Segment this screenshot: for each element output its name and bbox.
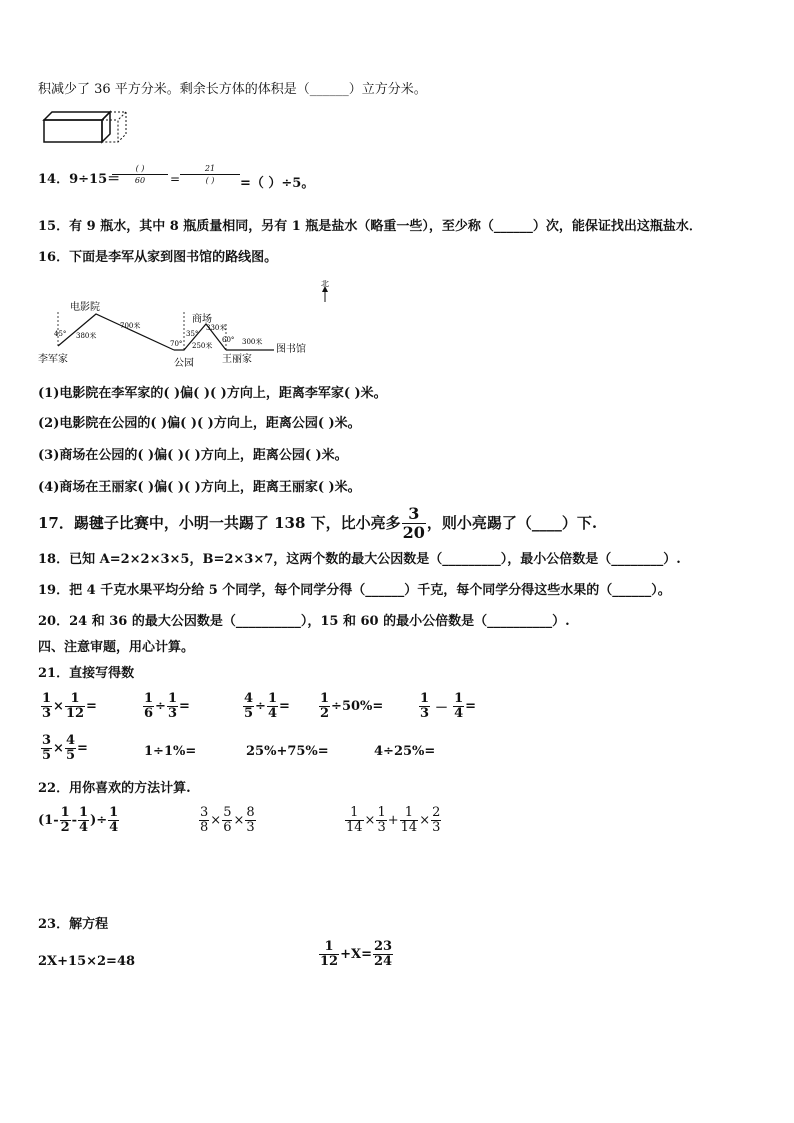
frac: $\frac{3}{8}$ xyxy=(200,805,209,835)
q22-expr1 xyxy=(38,806,120,835)
op: + xyxy=(387,813,399,828)
q23-title: 23．解方程 xyxy=(38,917,109,932)
op: × xyxy=(364,813,376,828)
frac: $\frac{1}{3}$ xyxy=(167,691,177,721)
q14 xyxy=(38,172,120,188)
dist-380: 380米 xyxy=(76,332,97,340)
op: × xyxy=(419,813,431,828)
q23-eq2 xyxy=(318,940,394,969)
frac: $\frac{1}{12}$ xyxy=(65,691,85,721)
q21-r1-3 xyxy=(242,692,290,721)
q14-tail: =（ ）÷5。 xyxy=(240,176,315,191)
park-label: 公园 xyxy=(174,358,194,369)
frac: $\frac{1}{14}$ xyxy=(346,805,363,835)
cinema-label: 电影院 xyxy=(70,302,100,313)
op: － xyxy=(435,701,449,716)
q14-f1-den: 60 xyxy=(134,176,146,185)
q17-den: 20 xyxy=(402,522,425,542)
op: ÷ xyxy=(155,699,166,714)
q16-sub4: (4)商场在王丽家( )偏( )( )方向上，距离王丽家( )米。 xyxy=(38,480,361,495)
q22-expr2 xyxy=(198,806,257,835)
q14-frac1 xyxy=(112,163,168,186)
q20: 20．24 和 36 的最大公因数是（__________），15 和 60 的最小公倍数是（__________）. xyxy=(38,614,570,629)
dist-330: 330米 xyxy=(206,324,227,332)
dist-250: 250米 xyxy=(192,342,213,350)
frac: $\frac{2}{3}$ xyxy=(432,805,441,835)
op: +X= xyxy=(340,947,372,962)
q21-r2-2: 1÷1%= xyxy=(144,744,197,759)
op: ÷ xyxy=(255,699,266,714)
q17-lead: 17．踢毽子比赛中，小明一共踢了 138 下，比小亮多 xyxy=(38,514,401,532)
q21-r1-1 xyxy=(40,692,97,721)
q14-f2-den: ( ) xyxy=(205,176,215,185)
q18: 18．已知 A=2×2×3×5，B=2×3×7，这两个数的最大公因数是（_________），最小公倍数是（________）. xyxy=(38,552,681,567)
q14-f2-num: 21 xyxy=(204,164,216,173)
op: - xyxy=(71,813,78,828)
frac: $\frac{23}{24}$ xyxy=(373,939,393,969)
q22-title: 22．用你喜欢的方法计算. xyxy=(38,781,191,796)
dist-300: 300米 xyxy=(242,338,263,346)
frac: $\frac{1}{14}$ xyxy=(400,805,418,835)
eq: = xyxy=(179,699,190,714)
q21-r2-3: 25%+75%= xyxy=(246,744,329,759)
frac: $\frac{5}{6}$ xyxy=(223,805,232,835)
frac: $\frac{1}{4}$ xyxy=(109,805,119,835)
frac: $\frac{1}{2}$ xyxy=(320,691,330,721)
q13-text: 积减少了 36 平方分米。剩余长方体的体积是（______）立方分米。 xyxy=(38,82,427,97)
q21-r1-4 xyxy=(318,692,383,721)
q16-sub1: (1)电影院在李军家的( )偏( )( )方向上，距离李军家( )米。 xyxy=(38,386,387,401)
q17 xyxy=(38,505,597,541)
wang-label: 王丽家 xyxy=(222,354,252,365)
op: × xyxy=(53,699,64,714)
q23-eq1: 2X+15×2=48 xyxy=(38,954,136,969)
q15: 15．有 9 瓶水，其中 8 瓶质量相同，另有 1 瓶是盐水（略重一些），至少称（______）次，能保证找出这瓶盐水． xyxy=(38,219,702,234)
angle-60: 60° xyxy=(222,336,235,344)
frac: $\frac{1}{2}$ xyxy=(60,805,70,835)
op: )÷ xyxy=(90,813,108,828)
angle-45: 45° xyxy=(54,330,67,338)
q22-expr3 xyxy=(344,806,442,835)
library-label: 图书馆 xyxy=(276,344,306,355)
q16-sub2: (2)电影院在公园的( )偏( )( )方向上，距离公园( )米。 xyxy=(38,416,361,431)
mall-label: 商场 xyxy=(192,314,212,325)
angle-70: 70° xyxy=(170,340,183,348)
op: × xyxy=(210,813,222,828)
frac: $\frac{1}{4}$ xyxy=(79,805,89,835)
home-label: 李军家 xyxy=(38,354,68,365)
q19: 19．把 4 千克水果平均分给 5 个同学，每个同学分得（______）千克，每个同学分得这些水果的（______）。 xyxy=(38,583,671,598)
frac: $\frac{4}{5}$ xyxy=(244,691,254,721)
frac: $\frac{1}{4}$ xyxy=(267,691,277,721)
q21-title: 21．直接写得数 xyxy=(38,666,135,681)
q17-tail: ，则小亮踢了（____）下. xyxy=(426,514,598,532)
eq: = xyxy=(279,699,290,714)
q14-lead: 14．9÷15＝ xyxy=(38,172,121,187)
dist-700: 700米 xyxy=(120,322,141,330)
q14-eq: = xyxy=(170,172,181,186)
q16-title: 16．下面是李军从家到图书馆的路线图。 xyxy=(38,250,278,265)
frac: $\frac{1}{4}$ xyxy=(454,691,464,721)
eq: = xyxy=(465,699,477,714)
frac: $\frac{1}{12}$ xyxy=(320,939,339,969)
q16-sub3: (3)商场在公园的( )偏( )( )方向上，距离公园( )米。 xyxy=(38,448,348,463)
eq: = xyxy=(77,741,88,756)
op: × xyxy=(53,741,64,756)
frac: $\frac{1}{3}$ xyxy=(42,691,52,721)
op: × xyxy=(233,813,245,828)
q17-num: 3 xyxy=(408,503,420,523)
frac: $\frac{3}{5}$ xyxy=(42,733,52,763)
section-4-title: 四、注意审题，用心计算。 xyxy=(38,640,195,655)
frac: $\frac{4}{5}$ xyxy=(65,733,75,763)
q14-frac2 xyxy=(180,163,240,186)
route-map xyxy=(36,280,336,370)
frac: $\frac{1}{3}$ xyxy=(377,805,386,835)
q21-r1-2 xyxy=(142,692,190,721)
q21-r2-1 xyxy=(40,734,88,763)
op: ÷50%= xyxy=(331,699,384,714)
eq: = xyxy=(86,699,97,714)
q14-f1-num: ( ) xyxy=(135,164,145,173)
q21-r1-5 xyxy=(418,692,476,721)
angle-35: 35° xyxy=(186,330,199,338)
frac: $\frac{8}{3}$ xyxy=(246,805,255,835)
txt: (1- xyxy=(38,813,59,828)
frac: $\frac{1}{3}$ xyxy=(420,691,430,721)
q21-r2-4: 4÷25%= xyxy=(374,744,436,759)
q17-fraction xyxy=(402,505,426,542)
north-label: 北 xyxy=(321,280,329,288)
frac: $\frac{1}{6}$ xyxy=(144,691,154,721)
cuboid-figure xyxy=(40,110,140,146)
